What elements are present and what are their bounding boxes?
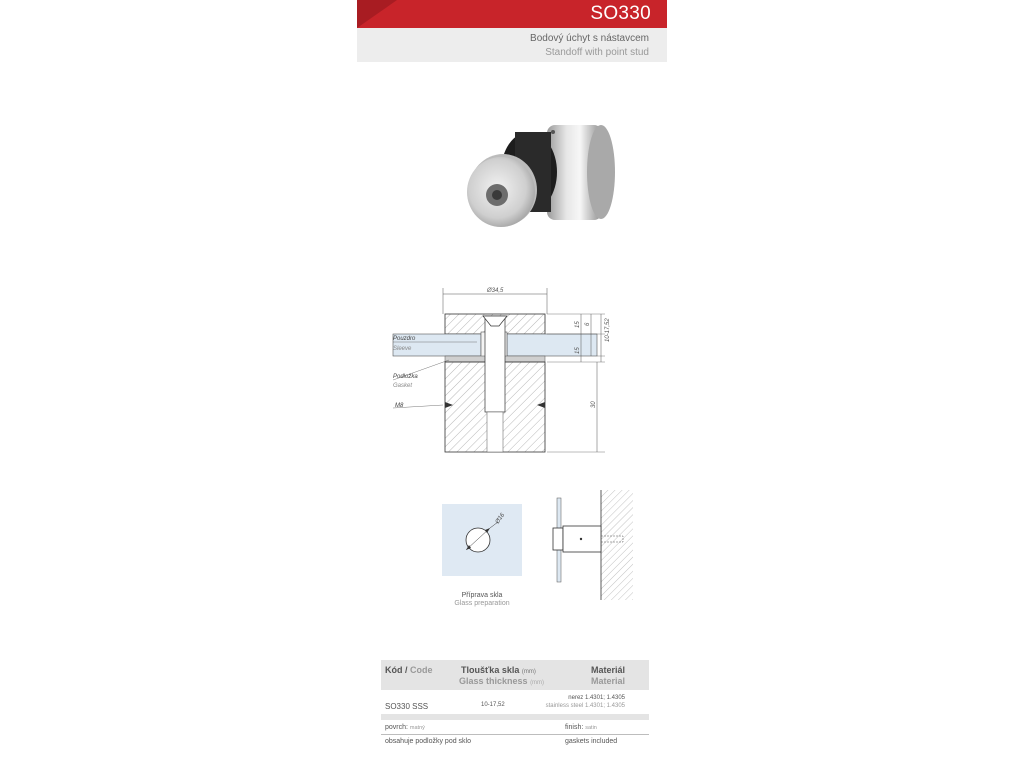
header-stripe (357, 0, 397, 28)
table-divider (381, 714, 649, 720)
dim-30: 30 (591, 401, 597, 408)
label-thread: M8 (395, 403, 404, 409)
label-sleeve-cz: Pouzdro (393, 336, 416, 342)
title-cz: Bodový úchyt s nástavcem (530, 33, 649, 44)
header-thickness-cz-text: Tloušťka skla (461, 665, 520, 675)
hole-diameter: Ø16 (494, 512, 507, 526)
header-code-cz: Kód / (385, 665, 408, 675)
header-bar (357, 0, 667, 28)
cell-material-en: stainless steel 1.4301; 1.4305 (545, 703, 625, 709)
header-unit-en: (mm) (530, 680, 545, 686)
cell-code: SO330 SSS (385, 702, 429, 711)
gasket-cz: obsahuje podložky pod sklo (385, 738, 472, 745)
side-mount-view (537, 490, 637, 600)
finish-en (565, 724, 597, 731)
product-photo (357, 110, 667, 260)
glass-prep-caption-cz: Příprava skla (461, 592, 503, 599)
gasket-en: gaskets included (565, 738, 618, 745)
cell-thickness: 10-17,52 (481, 702, 505, 708)
header-code (385, 665, 433, 675)
technical-drawing (357, 280, 667, 460)
header-unit-cz: (mm) (521, 669, 536, 675)
glass-prep-caption-en: Glass preparation (454, 600, 510, 607)
header-thickness-en (459, 676, 544, 686)
label-gasket-en: Gasket (393, 383, 413, 389)
label-sleeve-en: Sleeve (393, 346, 412, 352)
dim-15-top: 15 (575, 321, 581, 328)
title-en: Standoff with point stud (545, 47, 649, 58)
product-code: SO330 (590, 3, 651, 24)
glass-preparation-diagram (442, 504, 522, 576)
dim-diameter: Ø34,5 (487, 288, 504, 294)
gasket-row (381, 736, 649, 748)
product-sheet (357, 0, 667, 768)
header-code-en: Code (410, 665, 433, 675)
cell-material-cz: nerez 1.4301; 1.4305 (568, 695, 625, 701)
finish-cz-label: povrch: (385, 724, 408, 731)
dim-15-mid: 15 (575, 347, 581, 354)
dim-6: 6 (585, 322, 591, 326)
header-thickness-en-text: Glass thickness (459, 676, 528, 686)
header-material-en: Material (590, 676, 625, 686)
header-thickness-cz (461, 665, 536, 675)
finish-cz-value: matný (409, 725, 425, 731)
header-subtitle-bar (357, 28, 667, 62)
finish-en-label: finish: (565, 724, 584, 731)
table-header (381, 660, 649, 690)
table-row (381, 690, 649, 714)
label-gasket-cz: Podložka (393, 374, 418, 380)
header-material-cz: Materiál (590, 665, 625, 675)
finish-cz (385, 724, 425, 731)
finish-en-value: satin (585, 725, 597, 731)
dim-range: 10-17,52 (605, 318, 611, 342)
finish-row (381, 722, 649, 735)
